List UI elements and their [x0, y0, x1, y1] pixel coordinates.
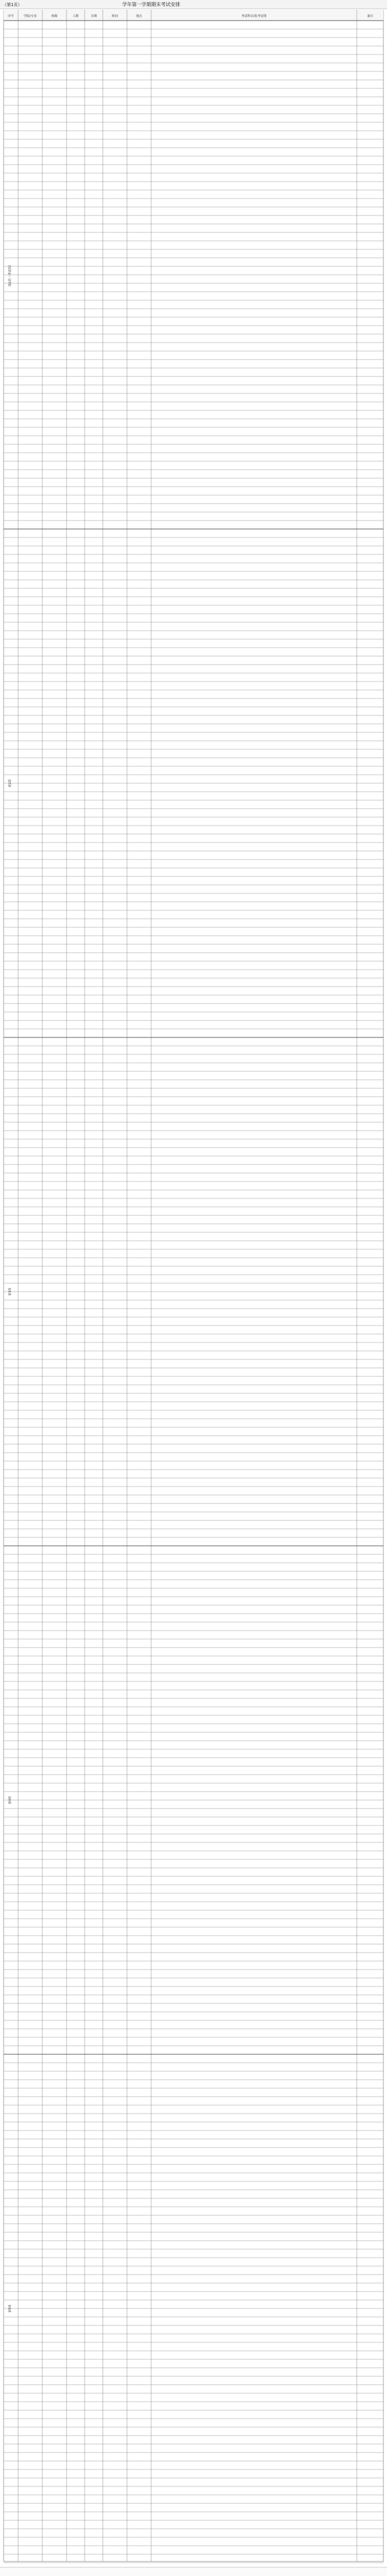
header-cell: 备注 [366, 15, 374, 18]
section-label: 第4周 [8, 1796, 12, 1804]
page-subtitle: （第1页） [2, 2, 22, 7]
table-grid [0, 10, 387, 2566]
top-bar [0, 0, 387, 9]
header-cell: 班级 [51, 15, 58, 18]
header-cell: 序号 [7, 15, 15, 18]
footer [0, 2567, 387, 2576]
header-cell: 地点 [135, 15, 143, 18]
header-cell: 时间 [111, 15, 119, 18]
section-label: 第3周 [8, 1287, 12, 1296]
header-cell: 考试科目/监考安排 [241, 15, 267, 18]
table-border [4, 10, 383, 2561]
section-label: 第2周 [8, 779, 12, 787]
header-cell: 人数 [72, 15, 79, 18]
schedule-table [0, 10, 387, 2566]
section-label: 第1周（考试周） [8, 263, 12, 287]
section-label: 第5周 [8, 2304, 12, 2313]
header-row-bg [4, 10, 383, 21]
header-cell: 学院/专业 [24, 15, 37, 18]
header-cell: 日期 [90, 15, 97, 18]
page-title: 学年第一学期期末考试安排 [122, 2, 180, 7]
